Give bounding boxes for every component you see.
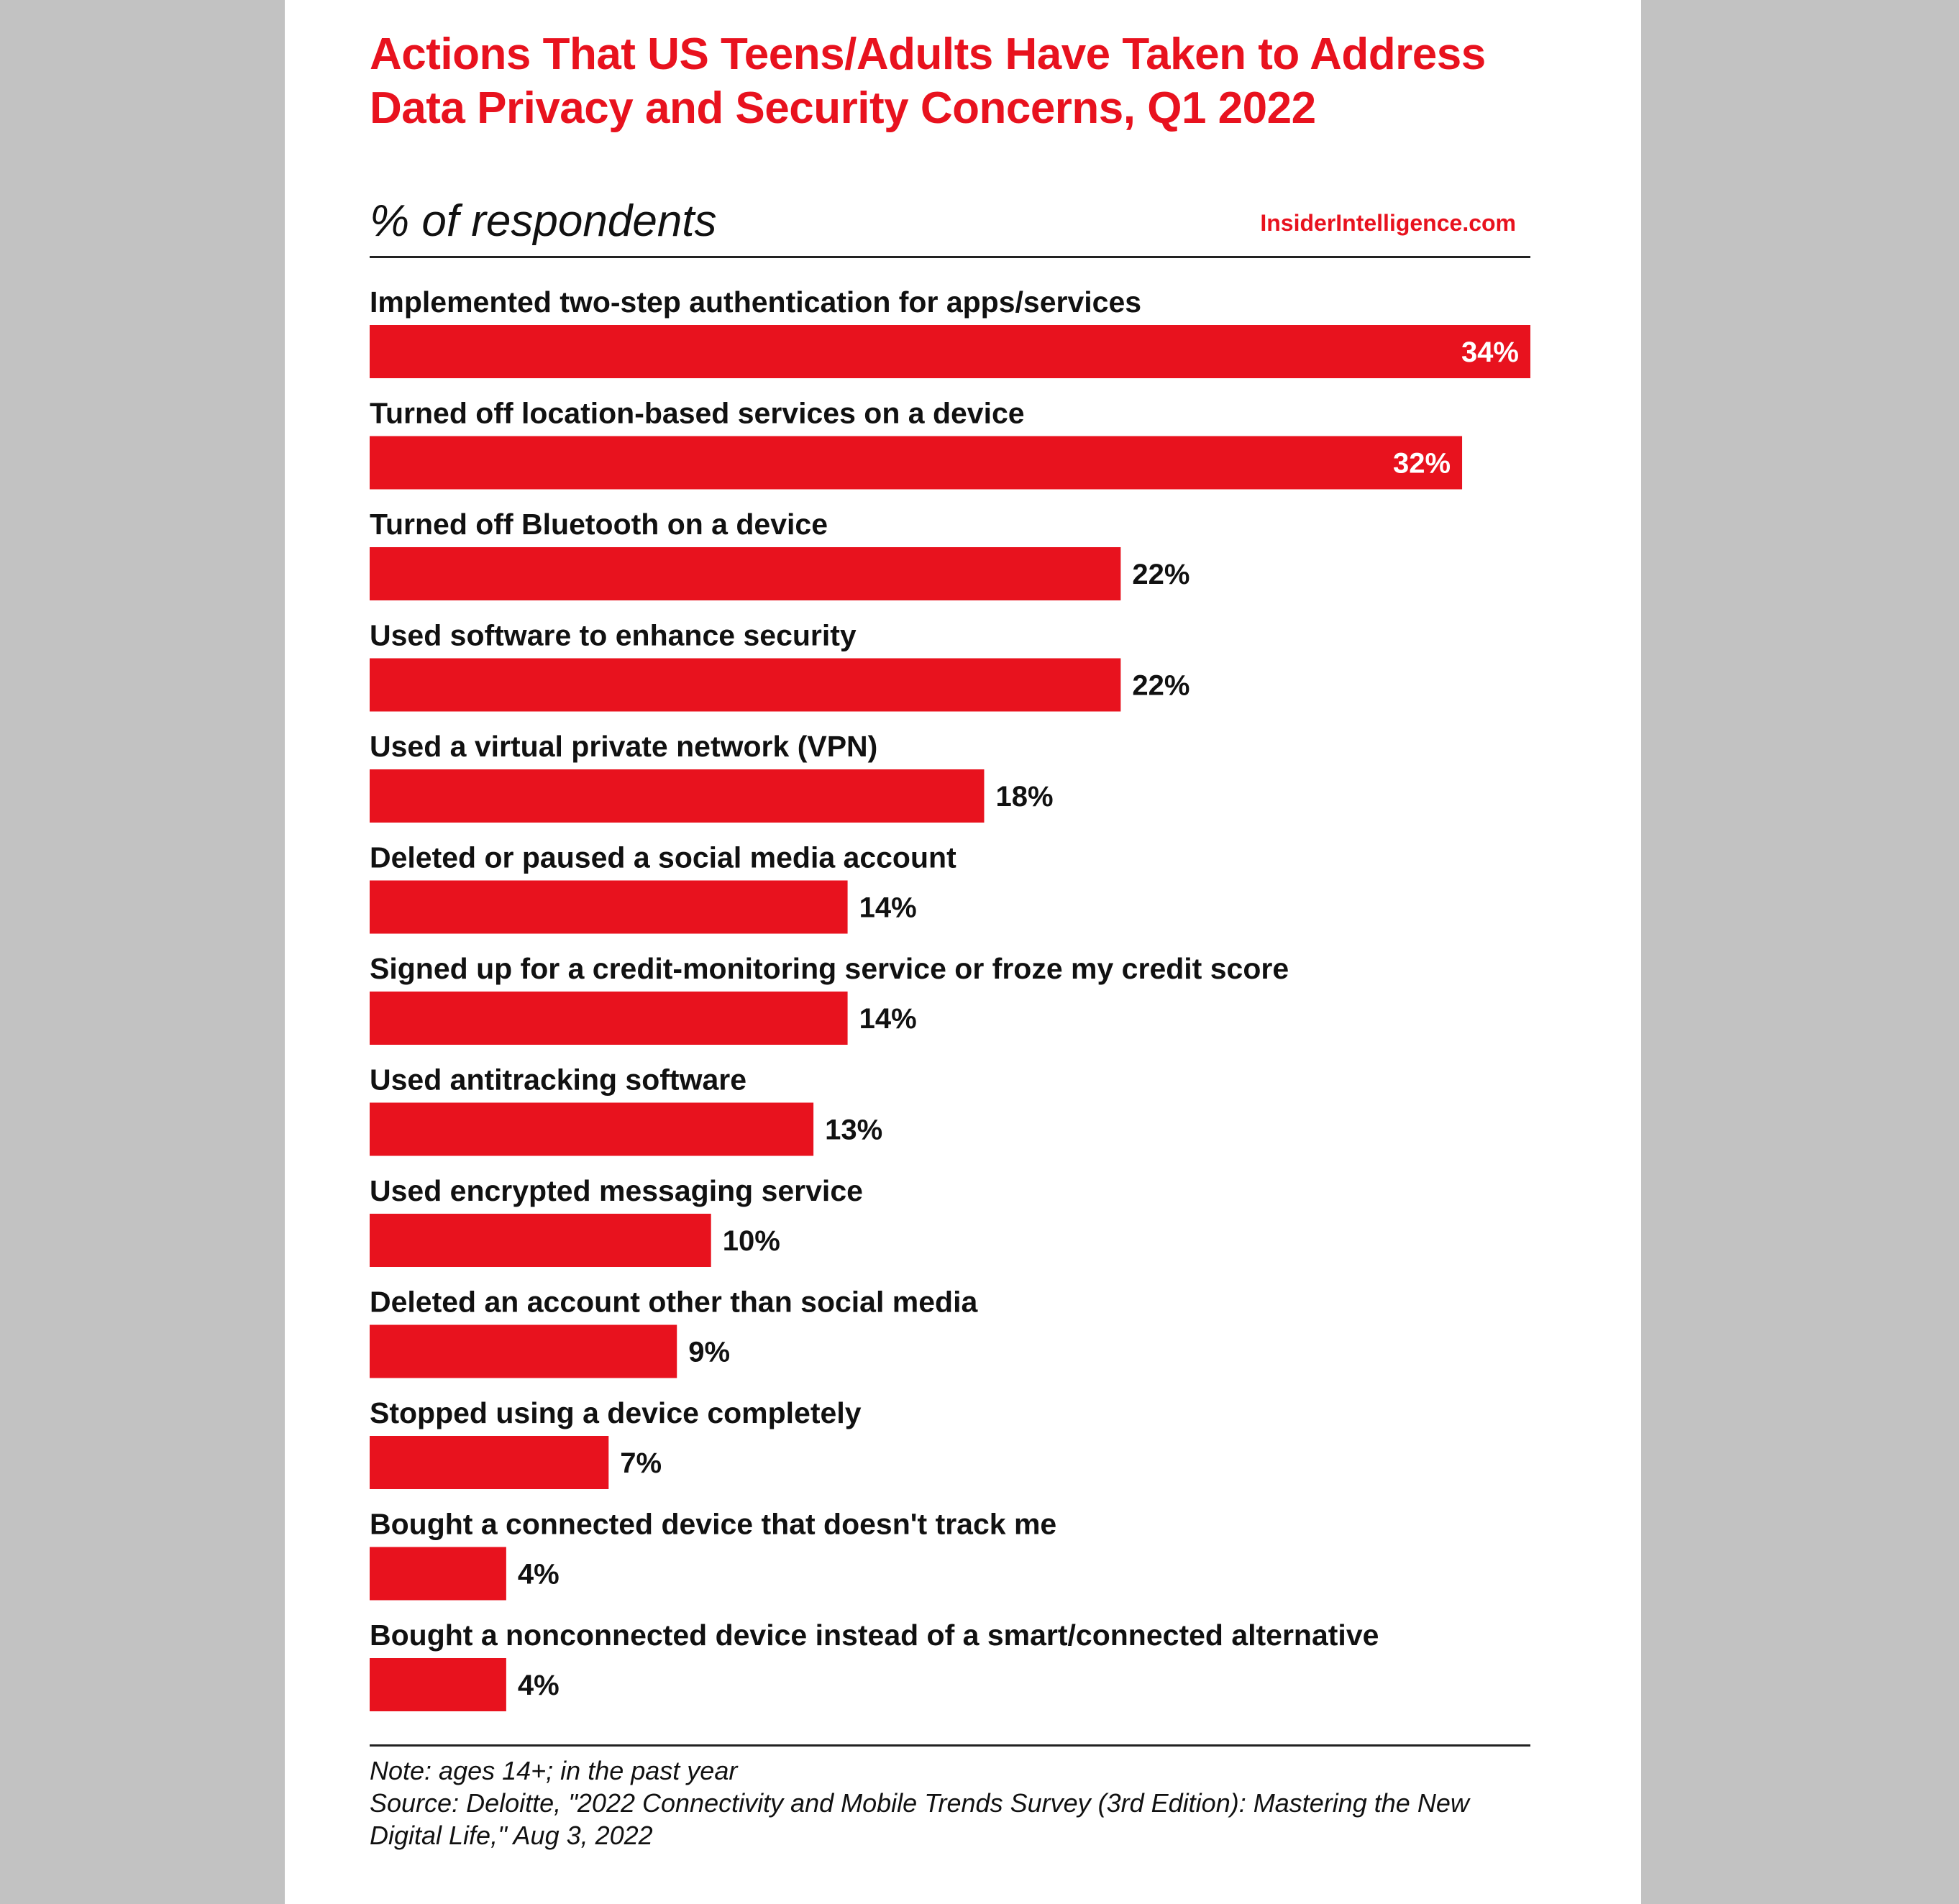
category-label: Implemented two-step authentication for apps/services [370,285,1142,319]
brand-link[interactable]: InsiderIntelligence.com [1260,210,1516,236]
bar [370,436,1462,490]
chart-subtitle: % of respondents [370,196,717,246]
value-label: 10% [722,1225,780,1257]
chart-title: Actions That US Teens/Adults Have Taken to Address Data Privacy and Security Concerns, Q1 2022 [370,29,1486,133]
value-label: 22% [1132,669,1190,702]
category-label: Stopped using a device completely [370,1396,862,1429]
chart-notes [370,1754,1535,1852]
bar [370,1325,677,1378]
bar [370,659,1120,712]
category-label: Deleted or paused a social media account [370,841,956,874]
source-text: Source: Deloitte, "2022 Connectivity and Mobile Trends Survey (3rd Edition): Mastering the New Digital Life," Aug 3, 2022 [370,1788,1469,1850]
bar-chart [285,0,1641,1740]
category-label: Signed up for a credit-monitoring service or froze my credit score [370,952,1289,985]
value-label: 4% [517,1670,560,1701]
category-label: Turned off Bluetooth on a device [370,508,828,541]
value-label: 18% [995,781,1054,813]
category-label: Used encrypted messaging service [370,1174,863,1207]
category-label: Used software to enhance security [370,618,857,652]
bar [370,881,848,934]
bar [370,992,848,1045]
category-label: Turned off location-based services on a device [370,396,1025,430]
category-label: Used a virtual private network (VPN) [370,730,878,763]
bar [370,325,1530,378]
chart-card [285,0,1641,1904]
value-label: 14% [859,892,917,924]
value-label: 22% [1132,559,1190,590]
category-label: Used antitracking software [370,1063,747,1097]
bar [370,769,984,823]
bar [370,1547,506,1601]
value-label: 32% [1392,447,1451,480]
value-label: 14% [859,1003,917,1035]
category-label: Bought a nonconnected device instead of a smart/connected alternative [370,1619,1379,1652]
value-label: 9% [688,1336,731,1368]
bar [370,1103,813,1156]
value-label: 4% [517,1558,560,1591]
value-label: 7% [620,1447,662,1479]
bottom-divider [370,1744,1530,1747]
note-text: Note: ages 14+; in the past year [370,1756,738,1785]
category-label: Deleted an account other than social media [370,1285,978,1319]
value-label: 34% [1461,337,1519,368]
value-label: 13% [825,1114,883,1146]
bar [370,1214,711,1267]
category-label: Bought a connected device that doesn't track me [370,1507,1057,1541]
bar [370,547,1120,600]
bar [370,1436,608,1489]
bar [370,1658,506,1711]
